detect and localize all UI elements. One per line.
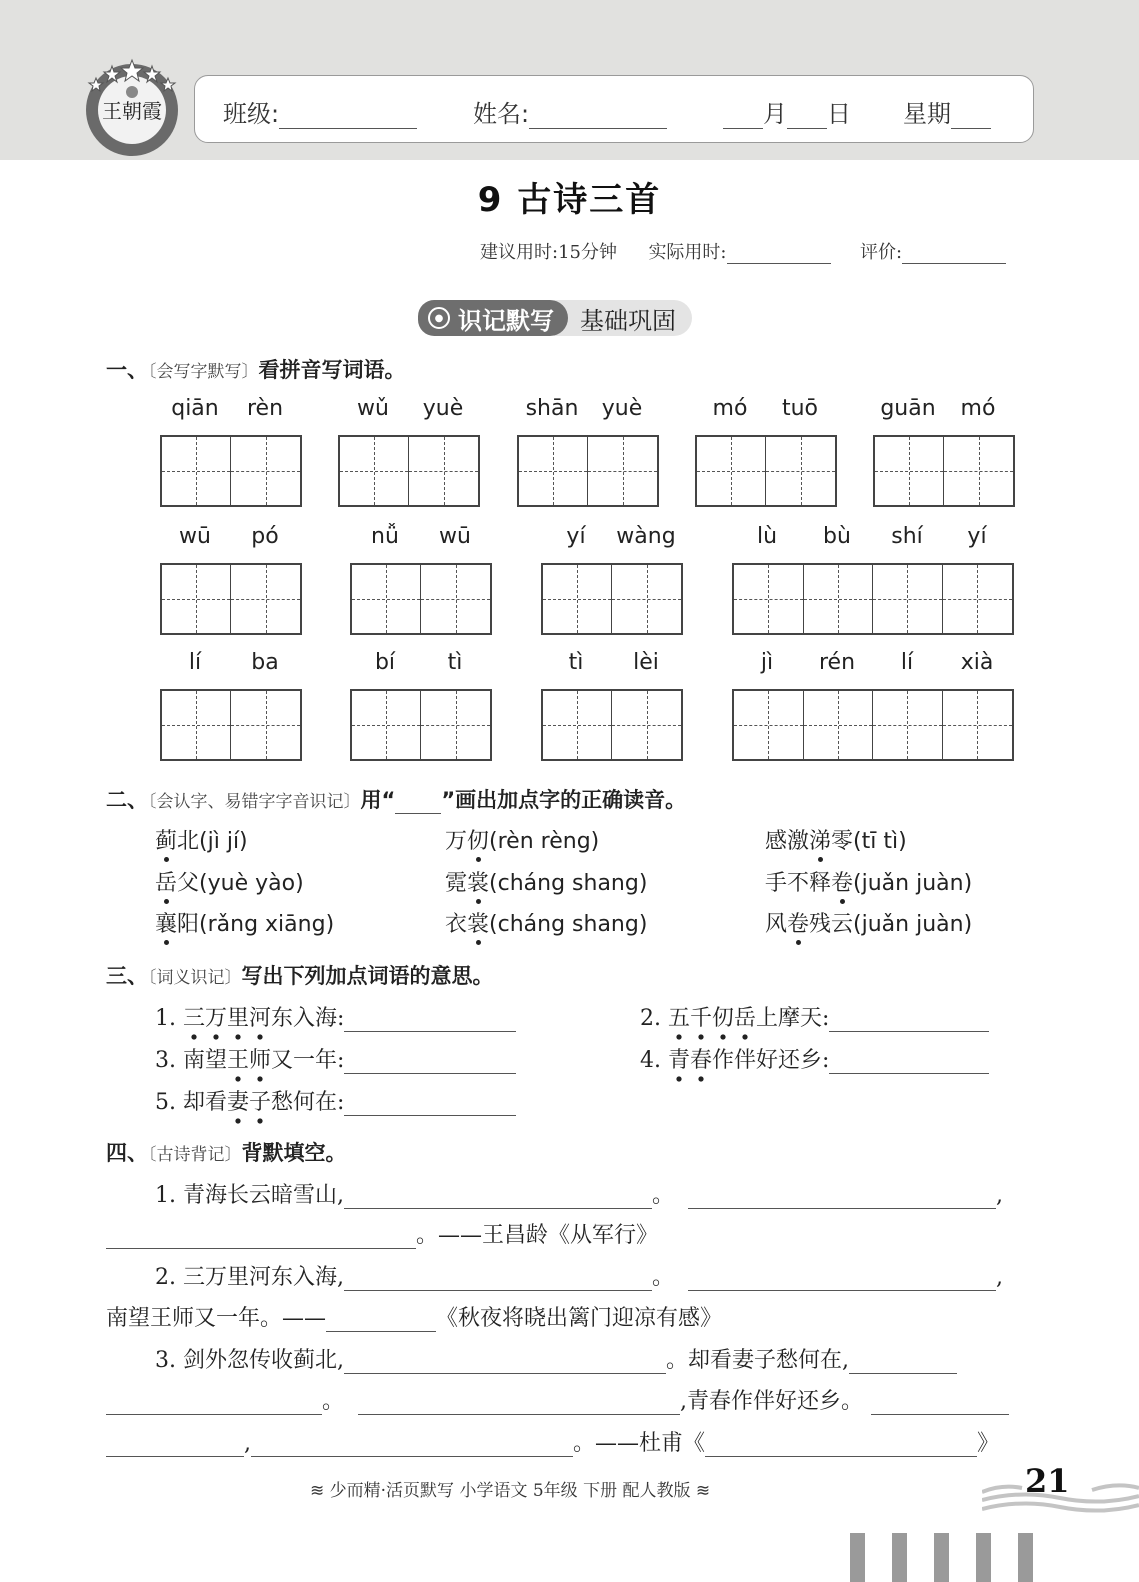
pinyin-syllable: rén [818,650,856,675]
badge-primary-label: 识记默写 [458,306,554,335]
tianzige-cell[interactable] [612,691,681,759]
publisher-logo [82,58,182,158]
pinyin-syllable: tì [568,650,584,675]
period: 。 [573,1431,596,1456]
dotted-char: 襄 [155,907,177,938]
medal-icon: ● [428,307,450,329]
section2-number: 二、 [106,788,148,812]
poem3-author: ——杜甫《 [595,1431,706,1456]
pinyin-syllable: yuè [422,396,464,421]
pinyin-syllable: mó [960,396,996,421]
poem3-blank3[interactable] [106,1389,322,1415]
dotted-char: 蓟 [155,824,177,855]
day-label: 日 [827,100,851,128]
tianzige-cell[interactable] [543,565,612,633]
month-blank[interactable] [723,105,763,129]
item-number: 4. [640,1048,668,1073]
tianzige-cell[interactable] [766,437,835,505]
dotted-char: 裳 [467,866,489,897]
pronunciation-item [765,866,972,897]
writing-grid[interactable] [160,435,302,507]
pinyin-syllable: wū [439,524,471,549]
poem2-title: 《秋夜将晓出篱门迎凉有感》 [436,1306,723,1331]
class-blank[interactable] [279,105,417,129]
poem3-title-blank[interactable] [705,1431,977,1457]
actual-time-blank[interactable] [727,244,831,264]
section2-heading [106,784,686,814]
word-text: 残云 [809,912,854,937]
pinyin-syllable: yí [566,524,586,549]
weekday-label: 星期 [903,100,951,128]
word [445,871,489,896]
section3-instruction: 写出下列加点词语的意思。 [241,964,494,988]
meaning-item [155,1043,516,1074]
poem1-line2 [106,1218,658,1249]
poem3-line3 [106,1426,999,1457]
word [765,871,853,896]
poem1-blank3[interactable] [106,1223,416,1249]
tianzige-cell[interactable] [352,565,421,633]
logo-text: 王朝霞 [102,99,162,123]
item-text: 愁何在: [271,1090,345,1115]
badge-primary [418,300,568,336]
pinyin-syllable: lí [900,650,914,675]
section4-tag: 〔古诗背记〕 [148,1145,242,1165]
pinyin-syllable: shí [891,524,923,549]
suggested-time: 建议用时:15分钟 [480,242,617,263]
poem3-blank6[interactable] [106,1431,244,1457]
dotted-char: 卷 [787,907,809,938]
item-number: 1. [155,1006,183,1031]
word-text: 衣 [445,912,468,937]
pinyin-options[interactable]: (rǎng xiāng) [199,912,335,937]
tianzige-cell[interactable] [873,691,943,759]
word-text: 阳 [177,912,200,937]
writing-grid[interactable] [350,563,492,635]
poem3-line2 [106,1384,1009,1415]
tianzige-cell[interactable] [162,691,231,759]
pronunciation-item [445,866,647,897]
name-blank[interactable] [529,105,667,129]
tianzige-cell[interactable] [340,437,409,505]
dotted-phrase: 三万里河 [183,1001,271,1032]
period: 。 [416,1223,439,1248]
pronunciation-item [765,824,907,855]
dotted-char: 裳 [467,907,489,938]
pinyin-syllable: jì [760,650,774,675]
class-field[interactable] [223,94,417,129]
pinyin-syllable: ba [251,650,279,675]
time-row [480,238,1006,264]
page-number: 21 [1025,1462,1070,1500]
pinyin-options[interactable]: (tī tì) [853,829,907,854]
item-number: 2. [640,1006,668,1031]
pinyin-syllable: guān [880,396,936,421]
word-text: 感激 [765,829,810,854]
actual-time-label: 实际用时: [648,242,727,263]
word [445,912,489,937]
writing-grid[interactable] [732,563,1014,635]
tianzige-cell[interactable] [697,437,766,505]
dotted-char: 岳 [155,866,177,897]
answer-blank[interactable] [829,1008,989,1032]
poem2-blank1[interactable] [344,1265,652,1291]
answer-blank[interactable] [344,1092,516,1116]
tianzige-cell[interactable] [519,437,588,505]
item-number: 3. [155,1048,183,1073]
tianzige-cell[interactable] [804,565,874,633]
section3-number: 三、 [106,964,148,988]
tianzige-cell[interactable] [612,565,681,633]
poem1-start: 1. 青海长云暗雪山, [155,1183,344,1208]
student-info-box [194,75,1034,143]
poem1-author: ——王昌龄《从军行》 [438,1223,659,1248]
dotted-char: 卷 [831,866,853,897]
date-field[interactable] [723,94,851,129]
writing-grid[interactable] [350,689,492,761]
month-label: 月 [763,100,787,128]
pinyin-syllable: wàng [616,524,676,549]
pronunciation-item [155,866,304,897]
lesson-title: 9 古诗三首 [477,180,662,220]
bar-decoration [850,1533,1033,1582]
word [765,912,853,937]
dotted-phrase: 青春 [668,1043,712,1074]
section4-number: 四、 [106,1141,148,1165]
poem3-blank5[interactable] [871,1389,1009,1415]
pinyin-syllable: tuō [781,396,819,421]
pinyin-syllable: lù [756,524,778,549]
pinyin-syllable: xià [960,650,994,675]
pinyin-syllable: mó [712,396,748,421]
dotted-phrase: 王师 [227,1043,271,1074]
pinyin-syllable: nǚ [371,524,399,549]
section3-tag: 〔词义识记〕 [148,968,242,988]
word [765,829,853,854]
word [155,912,199,937]
tianzige-cell[interactable] [588,437,657,505]
pinyin-syllable: bí [374,650,396,675]
name-field[interactable] [473,94,667,129]
comma: , [244,1431,251,1456]
pinyin-options[interactable]: (juǎn juàn) [853,871,973,896]
word-text: 父 [177,871,200,896]
tianzige-cell[interactable] [421,565,490,633]
meaning-item [640,1043,989,1074]
tianzige-cell[interactable] [409,437,478,505]
dotted-phrase: 五千仞岳 [668,1001,756,1032]
poem1-blank1[interactable] [344,1183,652,1209]
meaning-item [155,1085,516,1116]
pinyin-options[interactable]: (cháng shang) [489,871,648,896]
item-text: 南望 [182,1048,227,1073]
pinyin-syllable: yí [967,524,987,549]
pinyin-syllable: rèn [246,396,284,421]
word [155,829,199,854]
word-text: 北 [177,829,200,854]
poem2-blank2[interactable] [688,1265,996,1291]
dotted-char: 仞 [467,824,489,855]
tianzige-cell[interactable] [543,691,612,759]
pinyin-options[interactable]: (yuè yào) [199,871,304,896]
word-text: 手不释 [765,871,832,896]
pinyin-syllable: lí [188,650,202,675]
writing-grid[interactable] [338,435,480,507]
poem1-line1 [155,1178,1003,1209]
pinyin-syllable: yuè [601,396,643,421]
rating-blank[interactable] [902,244,1006,264]
word [155,871,199,896]
pronunciation-item [155,824,248,855]
weekday-field[interactable] [903,94,991,129]
item-text: 作伴好还乡: [712,1048,830,1073]
writing-grid[interactable] [517,435,659,507]
section3-heading [106,960,494,990]
period: 。 [322,1389,345,1414]
poem2-line1 [155,1260,1003,1291]
section1-heading [106,354,406,384]
badge-secondary-label: 基础巩固 [580,306,676,335]
answer-blank[interactable] [344,1050,516,1074]
day-blank[interactable] [787,105,827,129]
section2-instruction-post: ”画出加点字的正确读音。 [441,788,687,812]
section2-instruction-pre: 用“ [360,788,396,812]
pinyin-options[interactable]: (juǎn juàn) [853,912,973,937]
tianzige-cell[interactable] [231,691,300,759]
word-text: 霓 [445,871,468,896]
poem3-close: 》 [977,1431,1000,1456]
writing-grid[interactable] [160,689,302,761]
tianzige-cell[interactable] [943,691,1013,759]
word [445,829,489,854]
tianzige-cell[interactable] [873,565,943,633]
word-text: 风 [765,912,788,937]
writing-grid[interactable] [541,689,683,761]
poem2-line2 [106,1301,722,1332]
poem1-blank2[interactable] [688,1183,996,1209]
badge-secondary [554,300,692,336]
section-badge [418,300,692,336]
item-text: 又一年: [271,1048,345,1073]
poem3-blank1[interactable] [344,1348,666,1374]
pronunciation-item [765,907,972,938]
word-text: 万 [445,829,468,854]
pinyin-syllable: tì [447,650,463,675]
writing-grid[interactable] [732,689,1014,761]
tianzige-cell[interactable] [944,437,1013,505]
tianzige-cell[interactable] [231,437,300,505]
poem3-blank2[interactable] [849,1348,957,1374]
pinyin-options[interactable]: (jì jí) [199,829,248,854]
pinyin-options[interactable]: (rèn rèng) [489,829,600,854]
poem3-line1 [155,1343,957,1374]
pinyin-syllable: shān [525,396,579,421]
pronunciation-item [445,824,599,855]
tianzige-cell[interactable] [162,565,231,633]
poem3-line2-mid: ,青春作伴好还乡。 [680,1389,864,1414]
dotted-phrase: 妻子 [227,1085,271,1116]
poem3-start: 3. 剑外忽传收蓟北, [155,1348,344,1373]
poem3-blank4[interactable] [358,1389,680,1415]
period: 。 [651,1183,674,1208]
tianzige-cell[interactable] [804,691,874,759]
meaning-item [155,1001,516,1032]
item-text: 上摩天: [756,1006,830,1031]
tianzige-cell[interactable] [352,691,421,759]
pinyin-syllable: pó [251,524,279,549]
tianzige-cell[interactable] [734,691,804,759]
comma: , [996,1265,1003,1290]
pinyin-syllable: qiān [171,396,219,421]
writing-grid[interactable] [541,563,683,635]
class-label: 班级: [223,100,280,128]
section1-number: 一、 [106,358,148,382]
tianzige-cell[interactable] [421,691,490,759]
section4-instruction: 背默填空。 [241,1141,347,1165]
pinyin-syllable: wǔ [357,396,389,421]
tianzige-cell[interactable] [875,437,944,505]
meaning-item [640,1001,989,1032]
item-text: 东入海: [271,1006,345,1031]
tianzige-cell[interactable] [162,437,231,505]
tianzige-cell[interactable] [231,565,300,633]
writing-grid[interactable] [873,435,1015,507]
answer-blank[interactable] [829,1050,989,1074]
underline-sample [395,792,441,814]
pinyin-syllable: wū [179,524,211,549]
writing-grid[interactable] [695,435,837,507]
section1-tag: 〔会写字默写〕 [148,362,259,382]
pinyin-options[interactable]: (cháng shang) [489,912,648,937]
dotted-char: 涕 [809,824,831,855]
section4-heading [106,1137,347,1167]
pinyin-syllable: lèi [633,650,659,675]
poem3-mid: 。却看妻子愁何在, [665,1348,849,1373]
tianzige-cell[interactable] [734,565,804,633]
word-text: 零 [831,829,854,854]
writing-grid[interactable] [160,563,302,635]
comma: , [996,1183,1003,1208]
poem3-blank7[interactable] [251,1431,573,1457]
pronunciation-item [445,907,647,938]
answer-blank[interactable] [344,1008,516,1032]
period: 。 [651,1265,674,1290]
poem2-author-blank[interactable] [326,1306,436,1332]
pronunciation-item [155,907,334,938]
section2-tag: 〔会认字、易错字字音识记〕 [148,792,361,812]
poem2-line2-start: 南望王师又一年。—— [106,1306,327,1331]
rating-label: 评价: [859,242,903,263]
poem2-start: 2. 三万里河东入海, [155,1265,344,1290]
weekday-blank[interactable] [951,105,991,129]
name-label: 姓名: [473,100,530,128]
tianzige-cell[interactable] [943,565,1013,633]
item-text: 却看 [182,1090,227,1115]
footer-text: ≋ 少而精·活页默写 小学语文 5年级 下册 配人教版 ≋ [310,1481,711,1501]
item-number: 5. [155,1090,183,1115]
pinyin-syllable: bù [823,524,851,549]
section1-instruction: 看拼音写词语。 [258,358,406,382]
